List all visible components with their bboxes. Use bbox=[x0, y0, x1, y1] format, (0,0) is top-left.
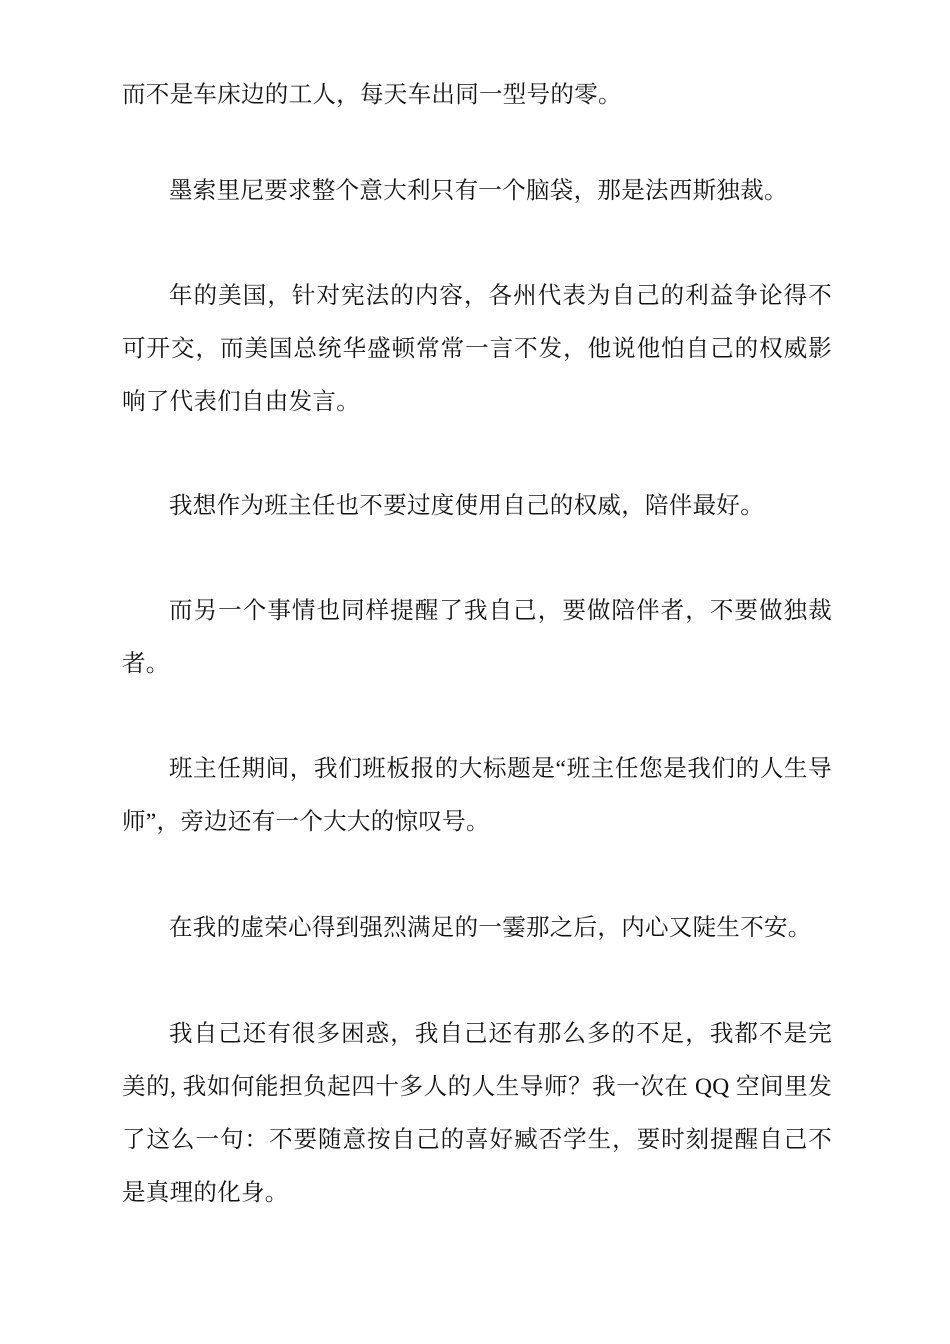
paragraph-2: 墨索里尼要求整个意大利只有一个脑袋，那是法西斯独裁。 bbox=[169, 178, 788, 204]
paragraph-5: 而另一个事情也同样提醒了我自己，要做陪伴者，不要做独裁者。 bbox=[122, 598, 832, 677]
paragraph-8: 我自己还有很多困惑，我自己还有那么多的不足，我都不是完美的, 我如何能担负起四十多人的人生导师？我一次在 QQ 空间里发了这么一句：不要随意按自己的喜好臧否学生，要时刻提醒自己不是真理的化身。 bbox=[122, 1021, 832, 1206]
paragraph-3: 年的美国，针对宪法的内容，各州代表为自己的利益争论得不可开交，而美国总统华盛顿常常一言不发，他说他怕自己的权威影响了代表们自由发言。 bbox=[122, 283, 832, 415]
paragraph-7: 在我的虚荣心得到强烈满足的一霎那之后，内心又陡生不安。 bbox=[169, 915, 812, 941]
paragraph-6: 班主任期间，我们班板报的大标题是“班主任您是我们的人生导师”，旁边还有一个大大的惊叹号。 bbox=[122, 756, 832, 835]
paragraph-1: 而不是车床边的工人，每天车出同一型号的零。 bbox=[122, 82, 622, 108]
paragraph-4: 我想作为班主任也不要过度使用自己的权威，陪伴最好。 bbox=[169, 493, 764, 519]
